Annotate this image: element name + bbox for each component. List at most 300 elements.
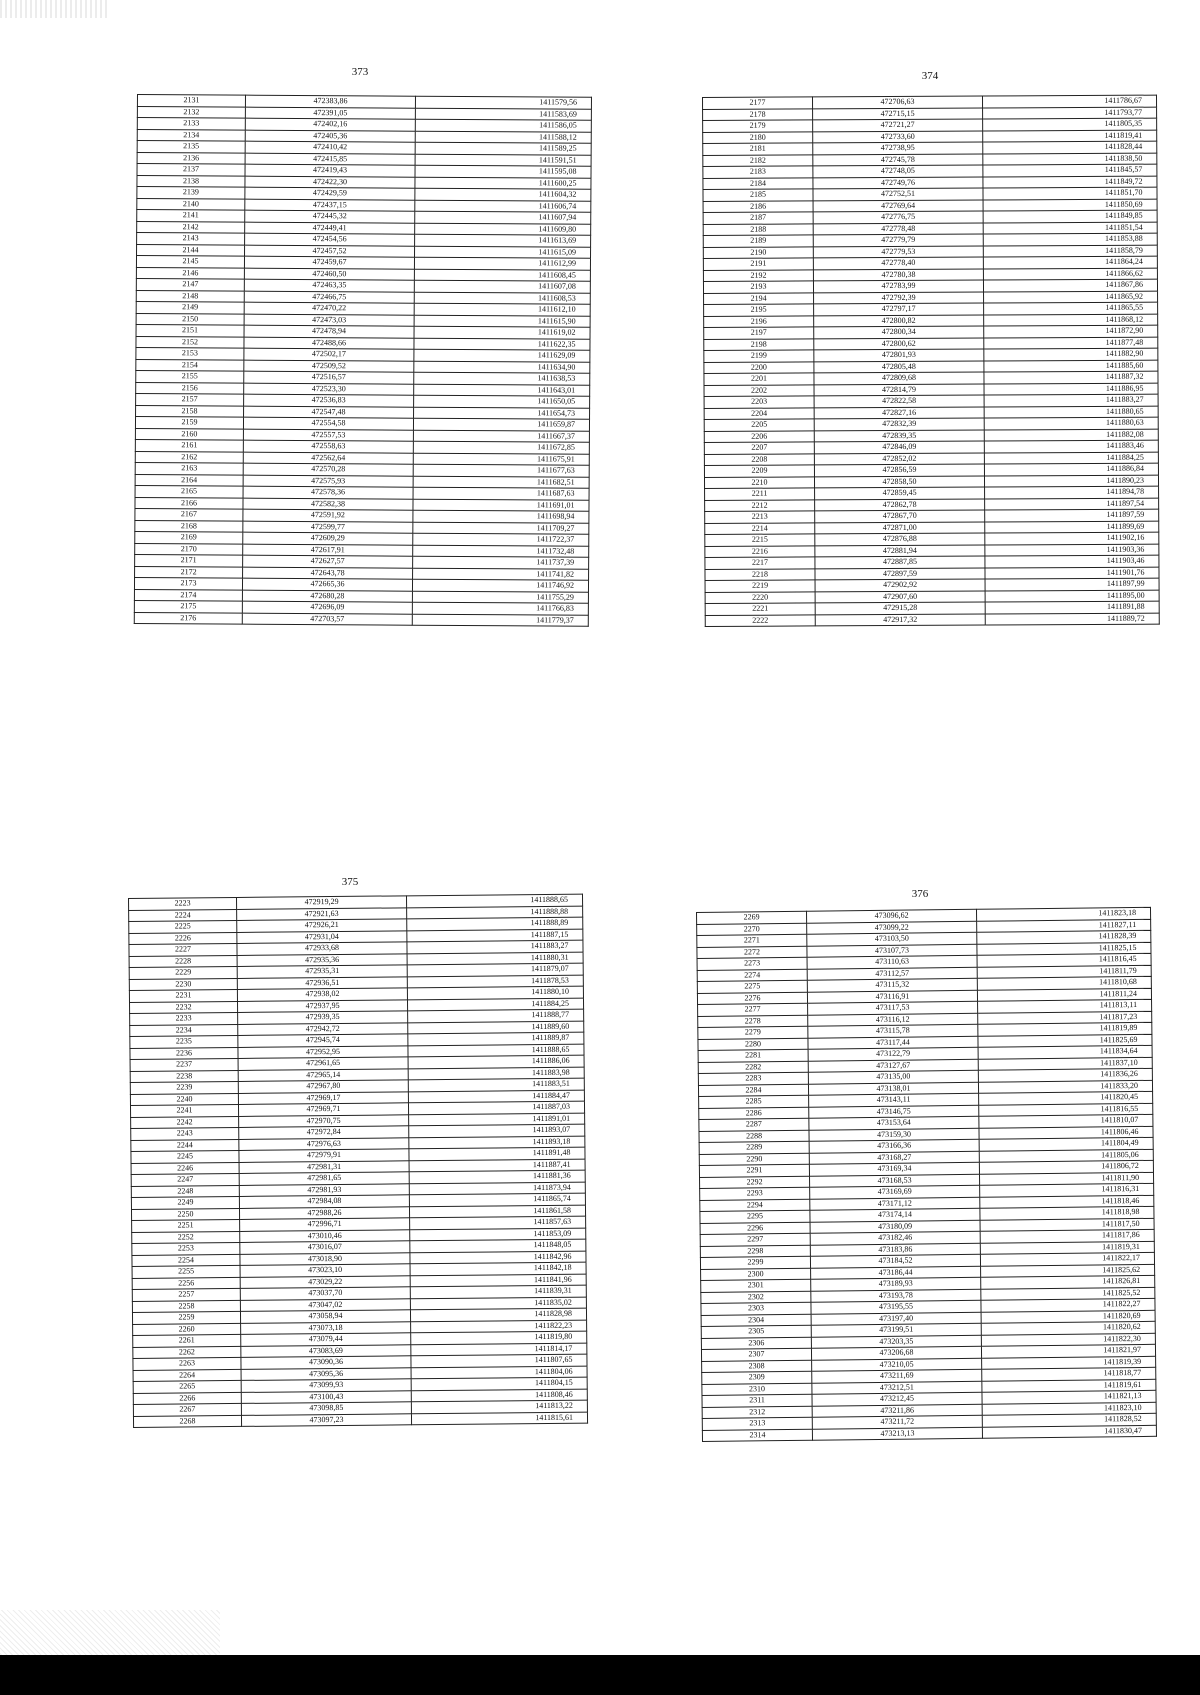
- x-coordinate: 473153,64: [809, 1116, 979, 1129]
- point-number: 2138: [137, 175, 245, 187]
- y-coordinate: 1411864,24: [983, 256, 1157, 268]
- y-coordinate: 1411818,98: [980, 1206, 1154, 1219]
- x-coordinate: 473122,79: [808, 1047, 978, 1060]
- y-coordinate: 1411819,80: [411, 1331, 587, 1344]
- x-coordinate: 473212,51: [812, 1381, 982, 1394]
- point-number: 2290: [699, 1153, 809, 1166]
- point-number: 2133: [137, 118, 245, 130]
- point-number: 2239: [130, 1081, 238, 1094]
- point-number: 2281: [698, 1049, 808, 1062]
- y-coordinate: 1411897,99: [985, 578, 1159, 590]
- point-number: 2176: [134, 612, 242, 624]
- x-coordinate: 472936,51: [237, 976, 407, 989]
- y-coordinate: 1411804,06: [411, 1366, 587, 1379]
- y-coordinate: 1411865,74: [409, 1193, 585, 1206]
- x-coordinate: 472800,34: [814, 326, 984, 338]
- x-coordinate: 473174,14: [810, 1208, 980, 1221]
- y-coordinate: 1411825,52: [981, 1287, 1155, 1300]
- point-number: 2213: [705, 511, 815, 523]
- point-number: 2226: [129, 932, 237, 945]
- point-number: 2277: [698, 1003, 808, 1016]
- y-coordinate: 1411902,16: [985, 532, 1159, 544]
- x-coordinate: 472554,58: [243, 417, 413, 430]
- coordinates-table: [696, 907, 1157, 1442]
- x-coordinate: 473103,50: [807, 932, 977, 945]
- point-number: 2132: [137, 106, 245, 118]
- x-coordinate: 472749,76: [813, 177, 983, 189]
- point-number: 2261: [133, 1334, 241, 1347]
- point-number: 2236: [130, 1047, 238, 1060]
- x-coordinate: 472536,83: [244, 394, 414, 407]
- x-coordinate: 472776,75: [813, 211, 983, 223]
- x-coordinate: 472680,28: [242, 590, 412, 603]
- x-coordinate: 473213,13: [812, 1427, 982, 1440]
- x-coordinate: 472609,29: [243, 532, 413, 545]
- x-coordinate: 472738,95: [813, 142, 983, 154]
- x-coordinate: 473211,86: [812, 1404, 982, 1417]
- point-number: 2255: [132, 1265, 240, 1278]
- x-coordinate: 472859,45: [815, 487, 985, 499]
- point-number: 2185: [703, 189, 813, 201]
- point-number: 2294: [700, 1199, 810, 1212]
- point-number: 2175: [134, 600, 242, 612]
- point-number: 2193: [703, 281, 813, 293]
- x-coordinate: 473023,10: [240, 1264, 410, 1277]
- y-coordinate: 1411823,18: [976, 907, 1150, 920]
- y-coordinate: 1411877,48: [984, 337, 1158, 349]
- y-coordinate: 1411839,31: [410, 1285, 586, 1298]
- x-coordinate: 473037,70: [240, 1287, 410, 1300]
- y-coordinate: 1411732,48: [413, 545, 589, 558]
- point-number: 2248: [131, 1185, 239, 1198]
- point-number: 2291: [699, 1164, 809, 1177]
- y-coordinate: 1411607,94: [415, 211, 591, 224]
- x-coordinate: 472405,36: [245, 130, 415, 143]
- point-number: 2231: [129, 989, 237, 1002]
- y-coordinate: 1411837,10: [978, 1057, 1152, 1070]
- x-coordinate: 473182,46: [810, 1231, 980, 1244]
- x-coordinate: 472752,51: [813, 188, 983, 200]
- y-coordinate: 1411825,62: [981, 1264, 1155, 1277]
- point-number: 2279: [698, 1026, 808, 1039]
- x-coordinate: 472926,21: [237, 919, 407, 932]
- x-coordinate: 473195,55: [811, 1300, 981, 1313]
- x-coordinate: 472832,39: [814, 418, 984, 430]
- point-number: 2145: [136, 256, 244, 268]
- x-coordinate: 472988,26: [239, 1206, 409, 1219]
- y-coordinate: 1411629,09: [414, 349, 590, 362]
- x-coordinate: 473211,72: [812, 1415, 982, 1428]
- y-coordinate: 1411815,61: [411, 1412, 587, 1425]
- point-number: 2303: [701, 1302, 811, 1315]
- x-coordinate: 473159,30: [809, 1128, 979, 1141]
- x-coordinate: 473197,40: [811, 1312, 981, 1325]
- x-coordinate: 472488,66: [244, 337, 414, 350]
- point-number: 2258: [132, 1300, 240, 1313]
- x-coordinate: 473016,07: [240, 1241, 410, 1254]
- y-coordinate: 1411897,54: [985, 498, 1159, 510]
- x-coordinate: 472665,36: [242, 578, 412, 591]
- point-number: 2187: [703, 212, 813, 224]
- y-coordinate: 1411818,46: [980, 1195, 1154, 1208]
- x-coordinate: 473115,78: [808, 1024, 978, 1037]
- y-coordinate: 1411822,23: [411, 1320, 587, 1333]
- point-number: 2207: [704, 442, 814, 454]
- point-number: 2190: [703, 246, 813, 258]
- point-number: 2134: [137, 129, 245, 141]
- y-coordinate: 1411698,94: [413, 510, 589, 523]
- y-coordinate: 1411805,35: [983, 118, 1157, 130]
- point-number: 2241: [130, 1104, 238, 1117]
- y-coordinate: 1411819,41: [983, 130, 1157, 142]
- y-coordinate: 1411811,79: [977, 965, 1151, 978]
- point-number: 2295: [700, 1210, 810, 1223]
- point-number: 2313: [702, 1417, 812, 1430]
- x-coordinate: 473116,91: [807, 990, 977, 1003]
- page-number: 376: [911, 888, 929, 900]
- point-number: 2168: [135, 520, 243, 532]
- x-coordinate: 472463,35: [244, 279, 414, 292]
- x-coordinate: 472921,63: [237, 907, 407, 920]
- point-number: 2179: [703, 120, 813, 132]
- y-coordinate: 1411851,54: [983, 222, 1157, 234]
- point-number: 2234: [130, 1024, 238, 1037]
- point-number: 2263: [133, 1357, 241, 1370]
- y-coordinate: 1411822,27: [981, 1298, 1155, 1311]
- y-coordinate: 1411901,76: [985, 567, 1159, 579]
- y-coordinate: 1411810,68: [977, 976, 1151, 989]
- point-number: 2151: [136, 324, 244, 336]
- x-coordinate: 472876,88: [815, 533, 985, 545]
- y-coordinate: 1411880,63: [984, 417, 1158, 429]
- x-coordinate: 472706,63: [813, 96, 983, 108]
- point-number: 2224: [129, 909, 237, 922]
- x-coordinate: 472449,41: [245, 222, 415, 235]
- point-number: 2270: [697, 923, 807, 936]
- x-coordinate: 472902,92: [815, 579, 985, 591]
- x-coordinate: 472969,17: [238, 1091, 408, 1104]
- y-coordinate: 1411853,88: [983, 233, 1157, 245]
- x-coordinate: 472715,15: [813, 108, 983, 120]
- x-coordinate: 472454,56: [245, 233, 415, 246]
- point-number: 2275: [697, 980, 807, 993]
- y-coordinate: 1411805,06: [979, 1149, 1153, 1162]
- point-number: 2166: [135, 497, 243, 509]
- x-coordinate: 472814,79: [814, 384, 984, 396]
- y-coordinate: 1411826,81: [981, 1275, 1155, 1288]
- x-coordinate: 472917,32: [815, 614, 985, 626]
- point-number: 2131: [137, 95, 245, 107]
- x-coordinate: 473117,44: [808, 1036, 978, 1049]
- x-coordinate: 473166,36: [809, 1139, 979, 1152]
- y-coordinate: 1411880,31: [407, 952, 583, 965]
- y-coordinate: 1411619,02: [414, 326, 590, 339]
- y-coordinate: 1411850,69: [983, 199, 1157, 211]
- point-number: 2312: [702, 1406, 812, 1419]
- point-number: 2296: [700, 1222, 810, 1235]
- y-coordinate: 1411828,39: [977, 930, 1151, 943]
- point-number: 2196: [704, 315, 814, 327]
- page-number: 374: [921, 70, 939, 82]
- x-coordinate: 472599,77: [243, 521, 413, 534]
- x-coordinate: 472466,75: [244, 291, 414, 304]
- y-coordinate: 1411861,58: [409, 1205, 585, 1218]
- x-coordinate: 472547,48: [244, 406, 414, 419]
- point-number: 2183: [703, 166, 813, 178]
- y-coordinate: 1411883,98: [408, 1067, 584, 1080]
- y-coordinate: 1411589,25: [415, 142, 591, 155]
- y-coordinate: 1411828,44: [983, 141, 1157, 153]
- x-coordinate: 472935,31: [237, 965, 407, 978]
- x-coordinate: 473183,86: [810, 1243, 980, 1256]
- x-coordinate: 473018,90: [240, 1252, 410, 1265]
- x-coordinate: 472867,70: [815, 510, 985, 522]
- y-coordinate: 1411867,86: [983, 279, 1157, 291]
- y-coordinate: 1411691,01: [413, 499, 589, 512]
- point-number: 2301: [701, 1279, 811, 1292]
- y-coordinate: 1411818,77: [982, 1367, 1156, 1380]
- point-number: 2172: [135, 566, 243, 578]
- x-coordinate: 472871,00: [815, 522, 985, 534]
- point-number: 2230: [129, 978, 237, 991]
- y-coordinate: 1411883,27: [984, 394, 1158, 406]
- x-coordinate: 472856,59: [814, 464, 984, 476]
- y-coordinate: 1411608,45: [414, 269, 590, 282]
- point-number: 2146: [136, 267, 244, 279]
- scan-artifact: [0, 0, 110, 18]
- y-coordinate: 1411817,86: [980, 1229, 1154, 1242]
- x-coordinate: 472402,16: [245, 118, 415, 131]
- x-coordinate: 472942,72: [238, 1022, 408, 1035]
- point-number: 2233: [130, 1012, 238, 1025]
- y-coordinate: 1411893,18: [409, 1136, 585, 1149]
- x-coordinate: 472778,40: [813, 257, 983, 269]
- y-coordinate: 1411888,89: [407, 917, 583, 930]
- x-coordinate: 473193,78: [811, 1289, 981, 1302]
- x-coordinate: 472800,82: [814, 315, 984, 327]
- point-number: 2148: [136, 290, 244, 302]
- y-coordinate: 1411822,30: [981, 1333, 1155, 1346]
- y-coordinate: 1411872,90: [984, 325, 1158, 337]
- point-number: 2136: [137, 152, 245, 164]
- page-number: 373: [351, 66, 369, 78]
- x-coordinate: 472907,60: [815, 591, 985, 603]
- x-coordinate: 472591,92: [243, 509, 413, 522]
- y-coordinate: 1411755,29: [412, 591, 588, 604]
- x-coordinate: 472783,99: [813, 280, 983, 292]
- x-coordinate: 472429,59: [245, 187, 415, 200]
- y-coordinate: 1411677,63: [413, 464, 589, 477]
- y-coordinate: 1411891,01: [409, 1113, 585, 1126]
- x-coordinate: 473099,22: [807, 921, 977, 934]
- x-coordinate: 472931,04: [237, 930, 407, 943]
- y-coordinate: 1411891,48: [409, 1147, 585, 1160]
- point-number: 2267: [133, 1403, 241, 1416]
- x-coordinate: 472721,27: [813, 119, 983, 131]
- y-coordinate: 1411766,83: [412, 602, 588, 615]
- x-coordinate: 472858,50: [814, 476, 984, 488]
- x-coordinate: 472460,50: [244, 268, 414, 281]
- x-coordinate: 473211,69: [812, 1369, 982, 1382]
- x-coordinate: 472516,57: [244, 371, 414, 384]
- point-number: 2285: [699, 1095, 809, 1108]
- y-coordinate: 1411891,88: [985, 601, 1159, 613]
- point-number: 2200: [704, 361, 814, 373]
- x-coordinate: 472939,35: [238, 1011, 408, 1024]
- x-coordinate: 472933,68: [237, 942, 407, 955]
- point-number: 2208: [704, 453, 814, 465]
- x-coordinate: 473168,53: [809, 1174, 979, 1187]
- y-coordinate: 1411899,69: [985, 521, 1159, 533]
- x-coordinate: 473203,35: [811, 1335, 981, 1348]
- point-number: 2307: [701, 1348, 811, 1361]
- point-number: 2197: [704, 327, 814, 339]
- x-coordinate: 472696,09: [242, 601, 412, 614]
- y-coordinate: 1411853,09: [410, 1228, 586, 1241]
- x-coordinate: 472745,78: [813, 154, 983, 166]
- y-coordinate: 1411866,62: [983, 268, 1157, 280]
- y-coordinate: 1411849,72: [983, 176, 1157, 188]
- x-coordinate: 473073,18: [241, 1321, 411, 1334]
- x-coordinate: 472748,05: [813, 165, 983, 177]
- point-number: 2288: [699, 1130, 809, 1143]
- point-number: 2265: [133, 1380, 241, 1393]
- y-coordinate: 1411819,39: [982, 1356, 1156, 1369]
- y-coordinate: 1411816,31: [980, 1183, 1154, 1196]
- point-number: 2221: [705, 603, 815, 615]
- x-coordinate: 472976,63: [239, 1137, 409, 1150]
- point-number: 2271: [697, 934, 807, 947]
- y-coordinate: 1411889,87: [408, 1032, 584, 1045]
- point-number: 2228: [129, 955, 237, 968]
- y-coordinate: 1411865,55: [984, 302, 1158, 314]
- point-number: 2203: [704, 396, 814, 408]
- x-coordinate: 472945,74: [238, 1034, 408, 1047]
- point-number: 2268: [133, 1415, 241, 1428]
- x-coordinate: 472981,31: [239, 1160, 409, 1173]
- y-coordinate: 1411880,65: [984, 406, 1158, 418]
- x-coordinate: 472809,68: [814, 372, 984, 384]
- point-number: 2164: [135, 474, 243, 486]
- x-coordinate: 472935,36: [237, 953, 407, 966]
- y-coordinate: 1411606,74: [415, 200, 591, 213]
- y-coordinate: 1411835,02: [410, 1297, 586, 1310]
- x-coordinate: 472383,86: [245, 95, 415, 108]
- x-coordinate: 472996,71: [240, 1218, 410, 1231]
- point-number: 2194: [704, 292, 814, 304]
- x-coordinate: 472582,38: [243, 498, 413, 511]
- y-coordinate: 1411682,51: [413, 476, 589, 489]
- scan-border: [0, 1655, 1200, 1695]
- point-number: 2245: [131, 1150, 239, 1163]
- y-coordinate: 1411612,99: [414, 257, 590, 270]
- point-number: 2293: [700, 1187, 810, 1200]
- x-coordinate: 472981,65: [239, 1172, 409, 1185]
- y-coordinate: 1411807,65: [411, 1354, 587, 1367]
- x-coordinate: 473199,51: [811, 1323, 981, 1336]
- point-number: 2274: [697, 969, 807, 982]
- point-number: 2156: [136, 382, 244, 394]
- point-number: 2209: [704, 465, 814, 477]
- y-coordinate: 1411842,96: [410, 1251, 586, 1264]
- point-number: 2135: [137, 141, 245, 153]
- point-number: 2191: [703, 258, 813, 270]
- y-coordinate: 1411819,31: [980, 1241, 1154, 1254]
- point-number: 2238: [130, 1070, 238, 1083]
- y-coordinate: 1411881,36: [409, 1170, 585, 1183]
- point-number: 2252: [132, 1231, 240, 1244]
- x-coordinate: 472887,85: [815, 556, 985, 568]
- point-number: 2235: [130, 1035, 238, 1048]
- x-coordinate: 473206,68: [811, 1346, 981, 1359]
- y-coordinate: 1411889,72: [985, 613, 1159, 625]
- point-number: 2310: [702, 1383, 812, 1396]
- x-coordinate: 472419,43: [245, 164, 415, 177]
- y-coordinate: 1411883,46: [984, 440, 1158, 452]
- y-coordinate: 1411817,50: [980, 1218, 1154, 1231]
- y-coordinate: 1411895,00: [985, 590, 1159, 602]
- y-coordinate: 1411609,80: [415, 223, 591, 236]
- y-coordinate: 1411858,79: [983, 245, 1157, 257]
- y-coordinate: 1411883,51: [408, 1078, 584, 1091]
- y-coordinate: 1411813,22: [411, 1400, 587, 1413]
- y-coordinate: 1411793,77: [983, 107, 1157, 119]
- point-number: 2251: [132, 1219, 240, 1232]
- point-number: 2144: [137, 244, 245, 256]
- x-coordinate: 472778,48: [813, 223, 983, 235]
- point-number: 2273: [697, 957, 807, 970]
- point-number: 2289: [699, 1141, 809, 1154]
- point-number: 2297: [700, 1233, 810, 1246]
- y-coordinate: 1411583,69: [415, 108, 591, 121]
- x-coordinate: 472979,91: [239, 1149, 409, 1162]
- y-coordinate: 1411612,10: [414, 303, 590, 316]
- y-coordinate: 1411888,65: [406, 894, 582, 907]
- point-number: 2206: [704, 430, 814, 442]
- point-number: 2204: [704, 407, 814, 419]
- x-coordinate: 472509,52: [244, 360, 414, 373]
- point-number: 2311: [702, 1394, 812, 1407]
- x-coordinate: 473099,93: [241, 1379, 411, 1392]
- point-number: 2174: [134, 589, 242, 601]
- point-number: 2154: [136, 359, 244, 371]
- x-coordinate: 473169,34: [809, 1162, 979, 1175]
- point-number: 2237: [130, 1058, 238, 1071]
- y-coordinate: 1411888,88: [407, 906, 583, 919]
- y-coordinate: 1411828,52: [982, 1413, 1156, 1426]
- x-coordinate: 472570,28: [243, 463, 413, 476]
- y-coordinate: 1411886,95: [984, 383, 1158, 395]
- y-coordinate: 1411709,27: [413, 522, 589, 535]
- y-coordinate: 1411828,98: [410, 1308, 586, 1321]
- point-number: 2140: [137, 198, 245, 210]
- x-coordinate: 472915,28: [815, 602, 985, 614]
- y-coordinate: 1411622,35: [414, 338, 590, 351]
- point-number: 2163: [135, 462, 243, 474]
- y-coordinate: 1411884,47: [408, 1090, 584, 1103]
- y-coordinate: 1411643,01: [414, 384, 590, 397]
- x-coordinate: 473143,11: [809, 1093, 979, 1106]
- point-number: 2198: [704, 338, 814, 350]
- x-coordinate: 472797,17: [814, 303, 984, 315]
- x-coordinate: 473096,62: [806, 909, 976, 922]
- y-coordinate: 1411823,10: [982, 1402, 1156, 1415]
- y-coordinate: 1411882,90: [984, 348, 1158, 360]
- y-coordinate: 1411890,23: [984, 475, 1158, 487]
- point-number: 2158: [136, 405, 244, 417]
- point-number: 2150: [136, 313, 244, 325]
- point-number: 2216: [705, 545, 815, 557]
